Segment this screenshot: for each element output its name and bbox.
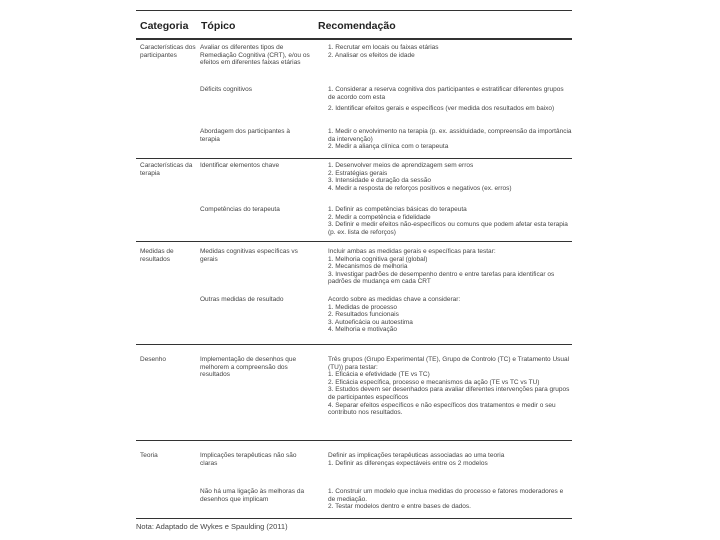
recommendation-line: Acordo sobre as medidas chave a considerar: [328,296,461,303]
recommendation-line: 3. Intensidade e duração da sessão [328,177,431,185]
recommendation-cell [328,488,572,511]
section-rule [136,440,572,441]
recommendation-line: Três grupos (Grupo Experimental (TE), Grupo de Controlo (TC) e Tratamento Usual (TU)) para testar: [328,356,570,371]
recommendation-line: 1. Desenvolver meios de aprendizagem sem erros [328,162,474,169]
recommendation-line: 4. Melhoria e motivação [328,326,398,334]
recommendation-line: 1. Considerar a reserva cognitiva dos participantes e estratificar diferentes grupos de acordo com esta [328,86,564,101]
recommendation-line: Incluir ambas as medidas gerais e específicas para testar: [328,248,496,255]
recommendation-cell [328,356,572,417]
recommendation-line: 1. Definir as competências básicas do terapeuta [328,206,467,213]
recommendation-cell [328,248,572,286]
recommendation-cell [328,296,572,334]
category-cell: Medidas de resultados [140,248,174,263]
recommendation-line: 3. Investigar padrões de desempenho dentro e entre tarefas para identificar os padrões de mudança em cada CRT [328,270,555,286]
recommendation-line: 1. Eficácia e efetividade (TE vs TC) [328,371,430,379]
category-cell: Desenho [140,356,167,363]
recommendation-line: 3. Autoeficácia ou autoestima [328,318,413,326]
topic-cell: Déficits cognitivos [200,86,253,93]
category-cell: Teoria [140,452,158,459]
table-note: Nota: Adaptado de Wykes e Spaulding (2011) [136,522,288,531]
header-category: Categoria [140,20,189,32]
recommendation-line: 2. Medir a competência e fidelidade [328,213,431,221]
recommendation-line: 1. Definir as diferenças expectáveis entre os 2 modelos [328,459,488,467]
top-rule [136,10,572,11]
recommendation-cell [328,128,572,151]
recommendation-line: 2. Identificar efeitos gerais e específicos (ver medida dos resultados em baixo) [328,105,555,113]
header-recommendation: Recomendação [318,20,396,32]
recommendation-cell [328,162,572,192]
topic-cell: Competências do terapeuta [200,206,280,213]
recommendation-line: 2. Mecanismos de melhoria [328,263,408,271]
topic-cell: Abordagem dos participantes à terapia [200,128,290,143]
recommendation-line: 4. Medir a resposta de reforços positivos e negativos (ex. erros) [328,184,512,192]
section-rule [136,344,572,345]
topic-cell: Não há uma ligação às melhoras da desenhos que implicam [200,488,305,503]
recommendation-line: 1. Construir um modelo que inclua medidas do processo e fatores moderadores e de mediação. [328,488,564,503]
recommendation-line: 1. Melhoria cognitiva geral (global) [328,255,428,263]
recommendation-line: 1. Recrutar em locais ou faixas etárias [328,44,439,51]
topic-cell: Avaliar os diferentes tipos de Remediação Cognitiva (CRT), e/ou os efeitos em diferentes faixas etárias [200,44,310,67]
recommendation-line: Definir as implicações terapêuticas associadas ao uma teoria [328,452,505,459]
recommendation-line: 2. Testar modelos dentro e entre bases de dados. [328,503,471,511]
category-cell: Características dos participantes [140,44,196,59]
recommendation-line: 2. Medir a aliança clínica com o terapeuta [328,143,449,151]
topic-cell: Medidas cognitivas específicas vs gerais [200,248,298,263]
bottom-rule [136,518,572,519]
recommendation-line: 4. Separar efeitos específicos e não específicos dos tratamentos e medir o seu contributo nos resultados. [328,401,556,417]
recommendation-line: 2. Estratégias gerais [328,169,388,177]
recommendation-cell [328,206,572,236]
recommendation-cell [328,86,572,113]
header-topic: Tópico [201,20,236,32]
section-rule [136,241,572,242]
recommendation-cell [328,452,572,467]
header-rule [136,38,572,40]
recommendation-line: 2. Eficácia específica, processo e mecanismos da ação (TE vs TC vs TU) [328,378,540,386]
topic-cell: Implicações terapêuticas não são claras [200,452,297,467]
recommendation-line: 1. Medir o envolvimento na terapia (p. ex. assiduidade, compreensão da importância da intervenção) [328,128,572,143]
section-rule [136,158,572,159]
recommendation-line: 1. Medidas de processo [328,303,398,311]
recommendation-line: 3. Estudos devem ser desenhados para avaliar diferentes intervenções para grupos de participantes específicos [328,386,570,401]
recommendation-cell [328,44,572,59]
recommendation-line: 3. Definir e medir efeitos não-específicos ou comuns que podem afetar esta terapia (p. ex. lista de reforços) [328,221,568,236]
topic-cell: Outras medidas de resultado [200,296,284,303]
recommendation-line: 2. Analisar os efeitos de idade [328,51,415,59]
topic-cell: Identificar elementos chave [200,162,280,169]
category-cell: Características da terapia [140,162,193,177]
topic-cell: Implementação de desenhos que melhorem a compreensão dos resultados [200,356,297,379]
recommendation-line: 2. Resultados funcionais [328,311,399,319]
